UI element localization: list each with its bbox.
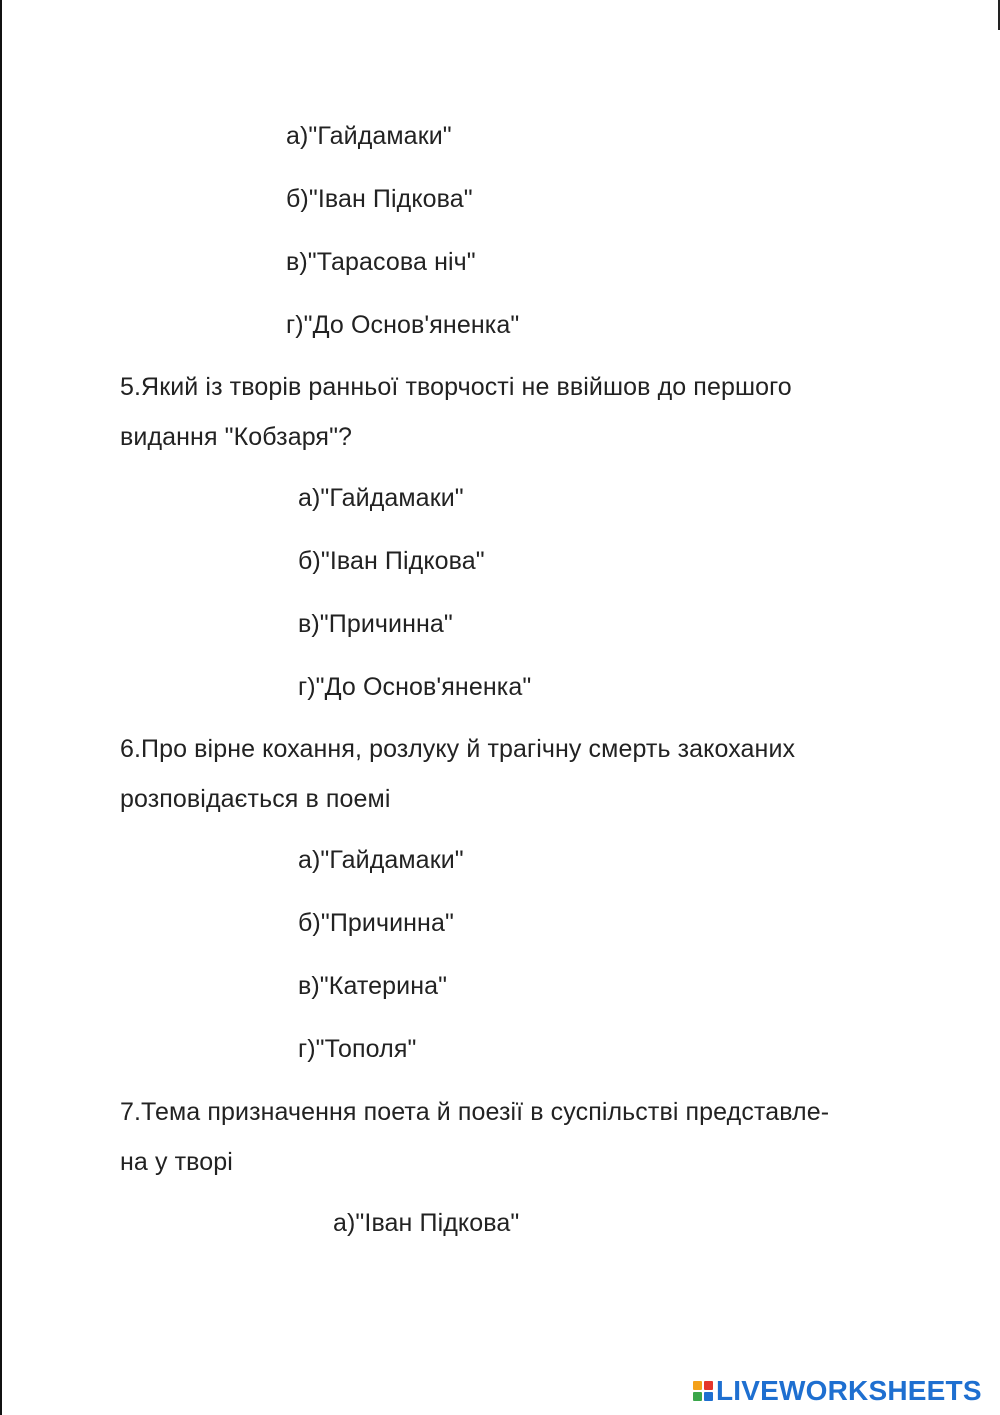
q7-text-line-1: 7.Тема призначення поета й поезії в суспільстві представле- [120, 1098, 830, 1126]
page-left-border [0, 0, 2, 1415]
q4-option-d: г)"До Основ'яненка" [286, 311, 520, 339]
q6-text-line-1: 6.Про вірне кохання, розлуку й трагічну смерть закоханих [120, 735, 796, 763]
logo-tile [704, 1381, 713, 1390]
q4-option-a: а)"Гайдамаки" [286, 122, 452, 150]
q4-option-b: б)"Іван Підкова" [286, 185, 473, 213]
q6-option-d: г)"Тополя" [298, 1035, 417, 1063]
q5-option-a: а)"Гайдамаки" [298, 484, 464, 512]
liveworksheets-logo [693, 1376, 982, 1406]
q5-text-line-2: видання "Кобзаря"? [120, 423, 353, 451]
q5-text-line-1: 5.Який із творів ранньої творчості не ввійшов до першого [120, 373, 792, 401]
logo-tile [693, 1381, 702, 1390]
logo-tile [704, 1392, 713, 1401]
q7-option-a: а)"Іван Підкова" [333, 1209, 520, 1237]
q7-text-line-2: на у творі [120, 1148, 233, 1176]
liveworksheets-logo-mark [693, 1381, 713, 1401]
q6-option-c: в)"Катерина" [298, 972, 448, 1000]
q4-option-c: в)"Тарасова ніч" [286, 248, 476, 276]
logo-tile [693, 1392, 702, 1401]
q6-option-a: а)"Гайдамаки" [298, 846, 464, 874]
q5-option-d: г)"До Основ'яненка" [298, 673, 532, 701]
q5-option-b: б)"Іван Підкова" [298, 547, 485, 575]
q6-option-b: б)"Причинна" [298, 909, 454, 937]
q6-text-line-2: розповідається в поемі [120, 785, 391, 813]
q5-option-c: в)"Причинна" [298, 610, 453, 638]
logo-text: LIVEWORKSHEETS [716, 1375, 982, 1406]
